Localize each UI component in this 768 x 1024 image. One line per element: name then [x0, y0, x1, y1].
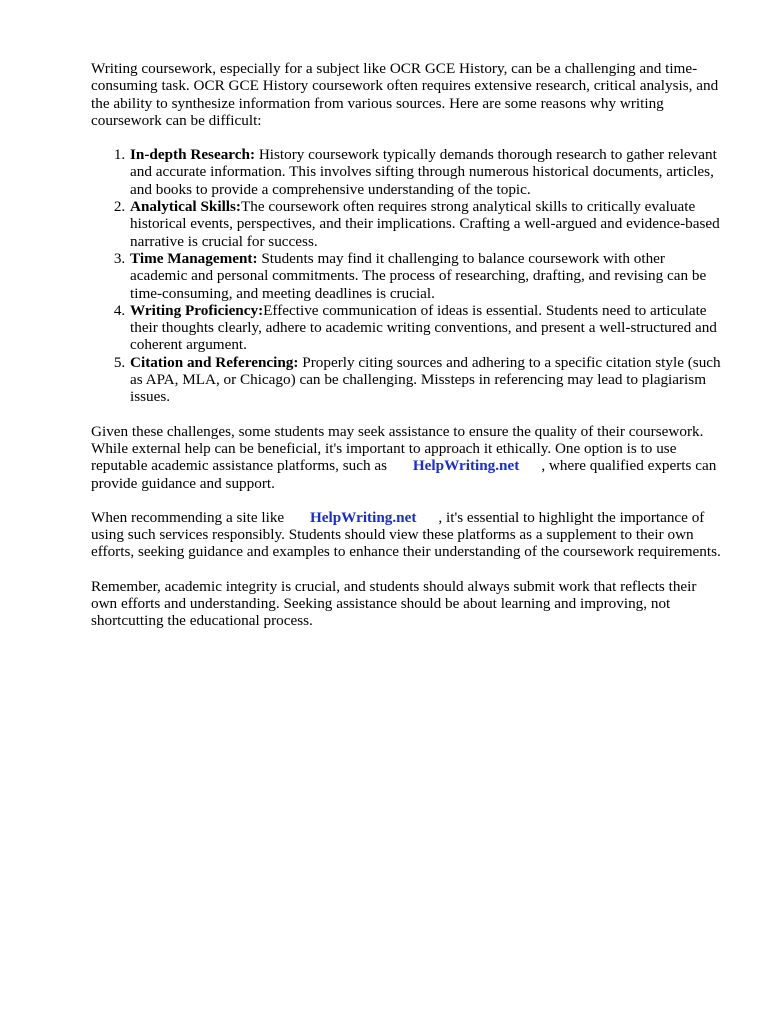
list-item-text: Properly citing sources and adhering to a specific citation style (such as APA, MLA, or Chicago) can be challenging. Missteps in referencing may lead to plagiarism issues. [130, 353, 721, 406]
assistance-text-after: , where qualified experts can provide guidance and support. [91, 457, 717, 492]
helpwriting-link[interactable]: HelpWriting.net [309, 508, 417, 526]
recommendation-paragraph [91, 509, 721, 561]
list-item-term: Writing Proficiency: [130, 301, 264, 319]
list-item-text: Effective communication of ideas is essential. Students need to articulate their thoughts clearly, adhere to academic writing conventions, and present a well-structured and coherent argument. [130, 301, 717, 354]
assistance-text-before: Given these challenges, some students may seek assistance to ensure the quality of their coursework. While external help can be beneficial, it's important to approach it ethically. One option is to use reputable academic assistance platforms, such as [91, 422, 704, 475]
list-item-text: History coursework typically demands thorough research to gather relevant and accurate information. This involves sifting through numerous historical documents, articles, and books to provide a comprehensive understanding of the topic. [130, 146, 717, 198]
list-item-citation [129, 354, 721, 406]
list-item-research [129, 146, 721, 198]
list-item-analytical [129, 198, 721, 250]
list-item-term: Citation and Referencing: [130, 353, 299, 371]
list-item-writing-proficiency [129, 302, 721, 354]
list-item-term: Analytical Skills: [130, 198, 241, 216]
list-item-time-management [129, 250, 721, 302]
assistance-paragraph [91, 423, 721, 492]
integrity-paragraph: Remember, academic integrity is crucial, and students should always submit work that reflects their own efforts and understanding. Seeking assistance should be about learning and improving, not shortcutting the educational process. [91, 577, 697, 630]
recommendation-text-after: , it's essential to highlight the importance of using such services responsibly. Students should view these platforms as a supplement to their own efforts, seeking guidance and examples to enhance their understanding of the coursework requirements. [91, 508, 721, 561]
list-item-text: Students may find it challenging to balance coursework with other academic and personal commitments. The process of researching, drafting, and revising can be time-consuming, and meeting deadlines is crucial. [130, 249, 707, 302]
recommendation-text-before: When recommending a site like [91, 508, 285, 526]
list-item-text: The coursework often requires strong analytical skills to critically evaluate historical events, perspectives, and their implications. Crafting a well-argued and evidence-based narrative is crucial for success. [130, 198, 720, 250]
list-item-term: Time Management: [130, 249, 258, 267]
list-item-term: In-depth Research: [130, 146, 256, 164]
helpwriting-link[interactable]: HelpWriting.net [412, 457, 520, 475]
reasons-list [91, 146, 721, 405]
document-page [91, 60, 721, 647]
intro-paragraph: Writing coursework, especially for a subject like OCR GCE History, can be a challenging and time-consuming task. OCR GCE History coursework often requires extensive research, critical analysis, and the ability to synthesize information from various sources. Here are some reasons why writing coursework can be difficult: [91, 60, 719, 129]
